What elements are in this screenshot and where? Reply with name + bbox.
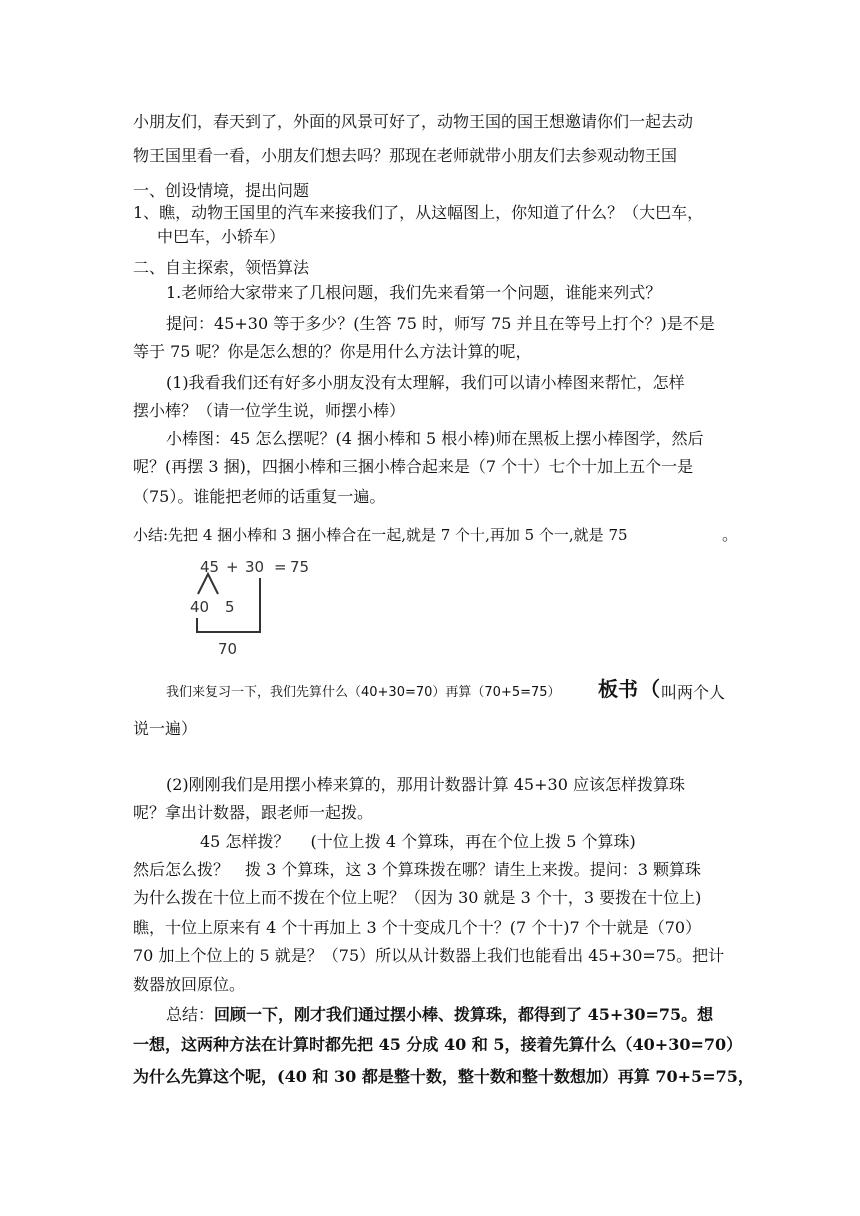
tens-sum: 70 — [218, 640, 238, 658]
conclusion-line-2: 一想，这两种方法在计算时都先把 45 分成 40 和 5，接着先算什么（40+30=70） — [133, 1035, 743, 1054]
intro-line-2: 物王国里看一看，小朋友们想去吗？那现在老师就带小朋友们去参观动物王国 — [133, 146, 678, 165]
section-2-paragraph-2-line-1: 提问：45+30 等于多少？(生答 75 时，师写 75 并且在等号上打个？)是不是 — [166, 314, 715, 333]
section-2-paragraph-1: 1.老师给大家带来了几根问题，我们先来看第一个问题，谁能来列式？ — [166, 283, 662, 302]
split-ones: 5 — [225, 598, 235, 616]
equation-equals: = — [274, 558, 287, 576]
section-2-heading: 二、自主探索，领悟算法 — [133, 258, 310, 277]
equation-result: 75 — [290, 558, 310, 576]
section-2-paragraph-3-line-1: (1)我看我们还有好多小朋友没有太理解，我们可以请小棒图来帮忙，怎样 — [166, 373, 685, 392]
section-3-paragraph-1-line-2: 呢？拿出计数器，跟老师一起拨。 — [133, 803, 374, 822]
conclusion-label: 总结： — [166, 1005, 215, 1024]
section-2-paragraph-3-line-2: 摆小棒？（请一位学生说，师摆小棒） — [133, 401, 406, 420]
decomposition-diagram — [180, 552, 330, 662]
section-1-heading: 一、创设情境，提出问题 — [133, 181, 310, 200]
review-tail: 叫两个人 — [661, 683, 726, 702]
split-tens: 40 — [190, 598, 210, 616]
section-3-paragraph-7: 数器放回原位。 — [133, 975, 246, 994]
review-paren: （ — [640, 677, 660, 701]
section-2-paragraph-4-line-3: （75）。谁能把老师的话重复一遍。 — [133, 487, 386, 506]
section-3-paragraph-4: 为什么拨在十位上而不拨在个位上呢？（因为 30 就是 3 个十，3 要拨在十位上) — [133, 888, 702, 907]
conclusion-line-1: 回顾一下，刚才我们通过摆小棒、拨算珠，都得到了 45+30=75。想 — [214, 1005, 714, 1024]
section-3-paragraph-2: 45 怎样拨？ (十位上拨 4 个算珠，再在个位上拨 5 个算珠) — [200, 832, 636, 851]
section-1-item-1-line-1: 1、瞧，动物王国里的汽车来接我们了，从这幅图上，你知道了什么？（大巴车， — [133, 203, 704, 222]
section-3-paragraph-3: 然后怎么拨？ 拨 3 个算珠，这 3 个算珠拨在哪？请生上来拨。提问：3 颗算珠 — [133, 860, 701, 879]
equation-addend-b: 30 — [245, 558, 265, 576]
summary-period: 。 — [722, 525, 739, 544]
section-3-paragraph-5: 瞧，十位上原来有 4 个十再加上 3 个十变成几个十？(7 个十)7 个十就是（70） — [133, 918, 702, 937]
split-branches — [198, 574, 218, 594]
review-line-2: 说一遍） — [133, 719, 198, 738]
section-2-paragraph-2-line-2: 等于 75 呢？你是怎么想的？你是用什么方法计算的呢， — [133, 342, 532, 361]
review-board-label: 板书 — [598, 677, 638, 701]
review-text: 我们来复习一下，我们先算什么（40+30=70）再算（70+5=75） — [166, 685, 561, 700]
equation-plus: + — [226, 558, 239, 576]
section-2-paragraph-4-line-1: 小棒图：45 怎么摆呢？(4 捆小棒和 5 根小棒)师在黑板上摆小棒图学，然后 — [166, 429, 704, 448]
summary-line: 小结:先把 4 捆小棒和 3 捆小棒合在一起,就是 7 个十,再加 5 个一,就是 75 — [133, 526, 628, 544]
intro-line-1: 小朋友们，春天到了，外面的风景可好了，动物王国的国王想邀请你们一起去动 — [133, 112, 694, 131]
section-1-item-1-line-2: 中巴车，小轿车） — [157, 227, 286, 246]
conclusion-line-3: 为什么先算这个呢，(40 和 30 都是整十数，整十数和整十数想加）再算 70+5=75， — [133, 1067, 754, 1086]
section-3-paragraph-1-line-1: (2)刚刚我们是用摆小棒来算的，那用计数器计算 45+30 应该怎样拨算珠 — [166, 775, 685, 794]
equation-addend-a: 45 — [200, 558, 220, 576]
section-2-paragraph-4-line-2: 呢？(再摆 3 捆)，四捆小棒和三捆小棒合起来是（7 个十）七个十加上五个一是 — [133, 457, 694, 476]
section-3-paragraph-6: 70 加上个位上的 5 就是？（75）所以从计数器上我们也能看出 45+30=75。把计 — [133, 946, 725, 965]
